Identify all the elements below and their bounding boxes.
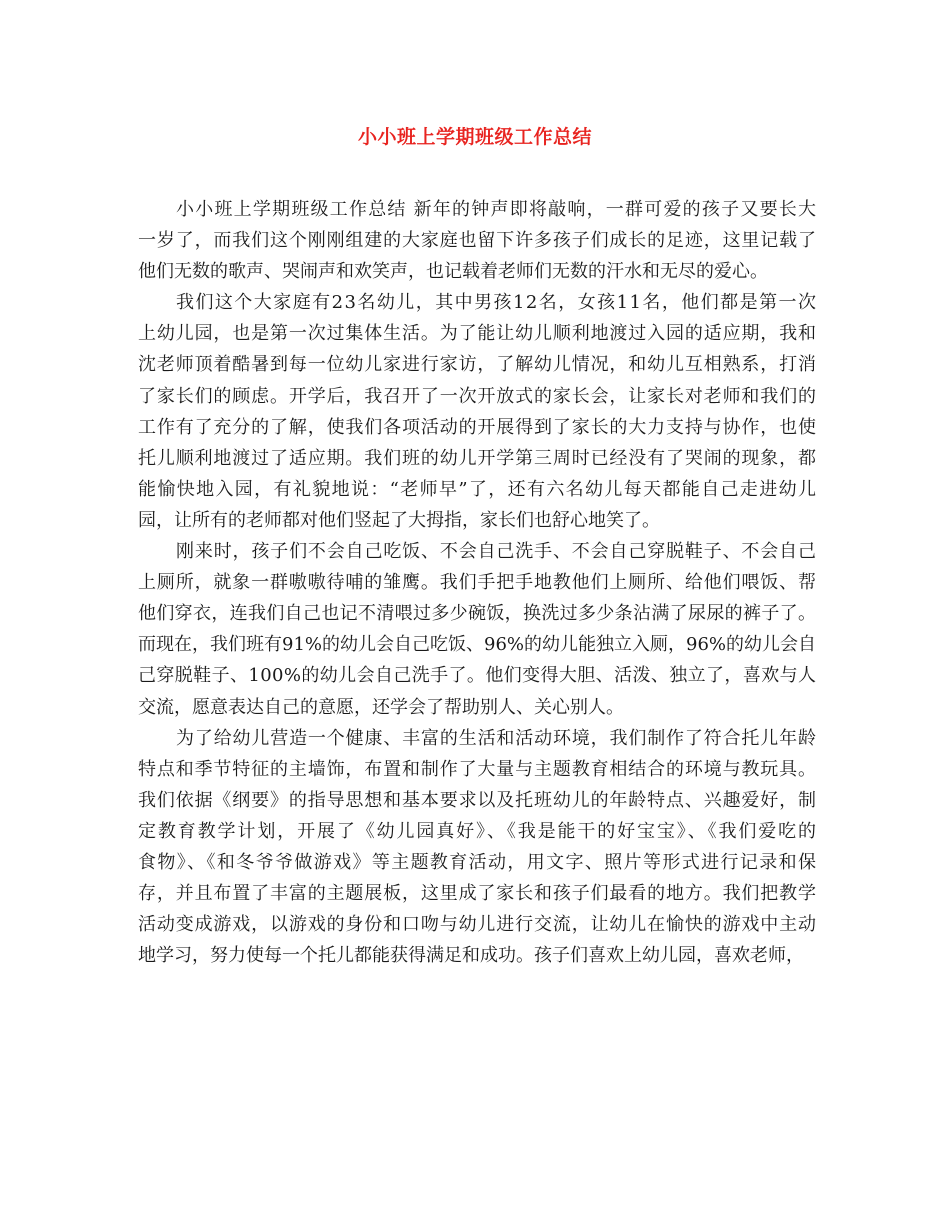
paragraph-line: 工作有了充分的了解，使我们各项活动的开展得到了家长的大力支持与协作，也使	[138, 416, 817, 438]
paragraph-line: 己穿脱鞋子、100%的幼儿会自己洗手了。他们变得大胆、活泼、独立了，喜欢与人	[138, 665, 817, 687]
paragraph-first-line: 刚来时，孩子们不会自己吃饭、不会自己洗手、不会自己穿脱鞋子、不会自己	[176, 541, 817, 563]
paragraph-line: 一岁了，而我们这个刚刚组建的大家庭也留下许多孩子们成长的足迹，这里记载了	[138, 230, 817, 252]
paragraph-line: 上幼儿园，也是第一次过集体生活。为了能让幼儿顺利地渡过入园的适应期，我和	[138, 323, 817, 345]
paragraph-line: 托儿顺利地渡过了适应期。我们班的幼儿开学第三周时已经没有了哭闹的现象，都	[138, 447, 817, 469]
paragraph-line: 园，让所有的老师都对他们竖起了大拇指，家长们也舒心地笑了。	[138, 509, 660, 531]
paragraph-first-line: 我们这个大家庭有23名幼儿，其中男孩12名，女孩11名，他们都是第一次	[176, 292, 818, 314]
paragraph-line: 活动变成游戏，以游戏的身份和口吻与幼儿进行交流，让幼儿在愉快的游戏中主动	[138, 914, 817, 936]
document-title: 小小班上学期班级工作总结	[357, 126, 592, 148]
paragraph-line: 沈老师顶着酷暑到每一位幼儿家进行家访，了解幼儿情况，和幼儿互相熟系，打消	[138, 354, 817, 376]
paragraph-line: 存，并且布置了丰富的主题展板，这里成了家长和孩子们最看的地方。我们把教学	[138, 883, 817, 905]
paragraph-line: 他们无数的歌声、哭闹声和欢笑声，也记载着老师们无数的汗水和无尽的爱心。	[138, 261, 768, 283]
paragraph-line: 他们穿衣，连我们自己也记不清喂过多少碗饭，换洗过多少条沾满了尿尿的裤子了。	[138, 603, 817, 625]
paragraph-line: 我们依据《纲要》的指导思想和基本要求以及托班幼儿的年龄特点、兴趣爱好，制	[138, 789, 817, 811]
paragraph-line: 能愉快地入园，有礼貌地说：“老师早”了，还有六名幼儿每天都能自己走进幼儿	[138, 478, 818, 500]
paragraph-line: 特点和季节特征的主墙饰，布置和制作了大量与主题教育相结合的环境与教玩具。	[138, 758, 817, 780]
paragraph-first-line: 为了给幼儿营造一个健康、丰富的生活和活动环境，我们制作了符合托儿年龄	[176, 727, 817, 749]
paragraph-line: 食物》、《和冬爷爷做游戏》等主题教育活动，用文字、照片等形式进行记录和保	[138, 851, 818, 873]
paragraph-first-line: 小小班上学期班级工作总结 新年的钟声即将敲响，一群可爱的孩子又要长大	[176, 199, 818, 220]
paragraph-line: 上厕所，就象一群嗷嗷待哺的雏鹰。我们手把手地教他们上厕所、给他们喂饭、帮	[138, 572, 817, 594]
paragraph-line: 交流，愿意表达自己的意愿，还学会了帮助别人、关心别人。	[138, 696, 624, 718]
paragraph-line: 了家长们的顾虑。开学后，我召开了一次开放式的家长会，让家长对老师和我们的	[138, 385, 817, 407]
paragraph-line: 定教育教学计划，开展了《幼儿园真好》、《我是能干的好宝宝》、《我们爱吃的	[138, 820, 818, 842]
paragraph-line: 地学习，努力使每一个托儿都能获得满足和成功。孩子们喜欢上幼儿园，喜欢老师，	[138, 945, 804, 967]
document-body	[138, 194, 816, 971]
paragraph-line: 而现在，我们班有91%的幼儿会自己吃饭、96%的幼儿能独立入厕，96%的幼儿会自	[138, 634, 817, 656]
